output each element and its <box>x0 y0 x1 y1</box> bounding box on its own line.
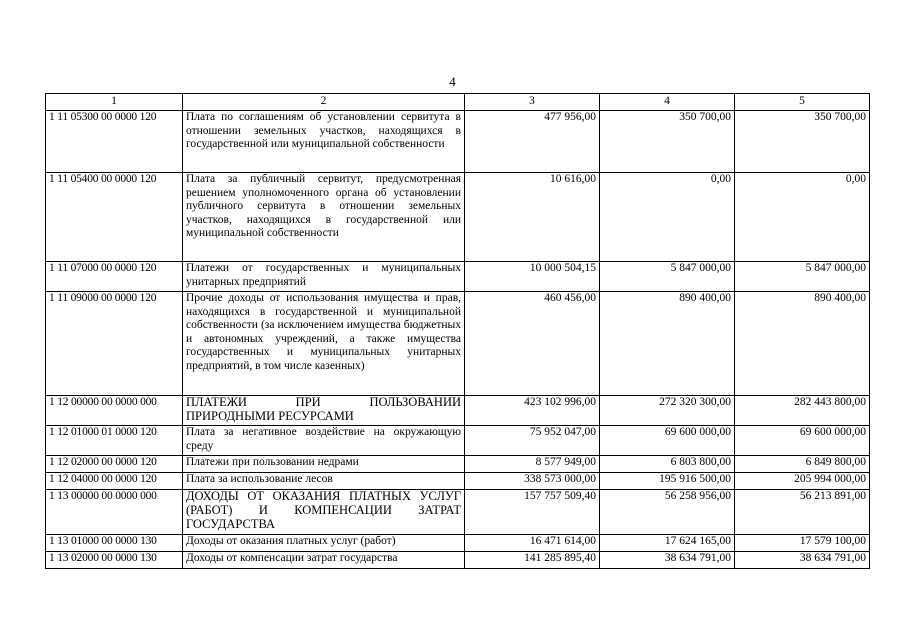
column-header-4: 4 <box>600 94 735 111</box>
row-name: ДОХОДЫ ОТ ОКАЗАНИЯ ПЛАТНЫХ УСЛУГ (РАБОТ) И КОМПЕНСАЦИИ ЗАТРАТ ГОСУДАРСТВА <box>183 490 465 535</box>
row-name: Плата по соглашениям об установлении сервитута в отношении земельных участков, находящихся в государственной или муниципальной собственности <box>183 111 465 173</box>
row-name: Платежи при пользовании недрами <box>183 456 465 473</box>
row-code: 1 11 07000 00 0000 120 <box>46 262 183 292</box>
row-value-col4: 0,00 <box>600 173 735 262</box>
row-value-col4: 272 320 300,00 <box>600 396 735 426</box>
row-value-col4: 56 258 956,00 <box>600 490 735 535</box>
row-code: 1 13 02000 00 0000 130 <box>46 552 183 569</box>
row-value-col3: 157 757 509,40 <box>465 490 600 535</box>
row-value-col3: 75 952 047,00 <box>465 426 600 456</box>
row-value-col3: 10 000 504,15 <box>465 262 600 292</box>
row-value-col4: 17 624 165,00 <box>600 535 735 552</box>
row-value-col4: 38 634 791,00 <box>600 552 735 569</box>
row-value-col5: 350 700,00 <box>735 111 870 173</box>
table-row <box>46 552 870 569</box>
table-row <box>46 292 870 396</box>
row-code: 1 11 05400 00 0000 120 <box>46 173 183 262</box>
row-value-col5: 205 994 000,00 <box>735 473 870 490</box>
row-value-col4: 69 600 000,00 <box>600 426 735 456</box>
row-code: 1 12 04000 00 0000 120 <box>46 473 183 490</box>
row-value-col3: 338 573 000,00 <box>465 473 600 490</box>
page-number: 4 <box>449 74 456 89</box>
row-value-col4: 195 916 500,00 <box>600 473 735 490</box>
column-header-5: 5 <box>735 94 870 111</box>
column-header-1: 1 <box>46 94 183 111</box>
column-header-2: 2 <box>183 94 465 111</box>
row-value-col5: 6 849 800,00 <box>735 456 870 473</box>
row-code: 1 13 00000 00 0000 000 <box>46 490 183 535</box>
row-code: 1 12 00000 00 0000 000 <box>46 396 183 426</box>
row-value-col3: 423 102 996,00 <box>465 396 600 426</box>
table-row <box>46 490 870 535</box>
column-header-3: 3 <box>465 94 600 111</box>
row-value-col4: 890 400,00 <box>600 292 735 396</box>
row-value-col5: 17 579 100,00 <box>735 535 870 552</box>
row-name: Плата за негативное воздействие на окружающую среду <box>183 426 465 456</box>
row-value-col5: 282 443 800,00 <box>735 396 870 426</box>
row-value-col5: 0,00 <box>735 173 870 262</box>
row-value-col3: 8 577 949,00 <box>465 456 600 473</box>
row-value-col5: 5 847 000,00 <box>735 262 870 292</box>
table-row <box>46 535 870 552</box>
row-value-col3: 10 616,00 <box>465 173 600 262</box>
table-row <box>46 456 870 473</box>
row-value-col5: 56 213 891,00 <box>735 490 870 535</box>
row-code: 1 12 01000 01 0000 120 <box>46 426 183 456</box>
row-value-col5: 38 634 791,00 <box>735 552 870 569</box>
row-name: Плата за публичный сервитут, предусмотренная решением уполномоченного органа об установлении публичного сервитута в отношении земельных участков, находящихся в государственной или муниципальной собственности <box>183 173 465 262</box>
row-value-col3: 477 956,00 <box>465 111 600 173</box>
row-name: Прочие доходы от использования имущества и прав, находящихся в государственной и муниципальной собственности (за исключением имущества бюджетных и автономных учреждений, а также имущества государственных и муниципальных унитарных предприятий, в том числе казенных) <box>183 292 465 396</box>
table-row <box>46 473 870 490</box>
row-value-col4: 6 803 800,00 <box>600 456 735 473</box>
row-code: 1 11 09000 00 0000 120 <box>46 292 183 396</box>
table-row <box>46 111 870 173</box>
table-row <box>46 262 870 292</box>
row-name: Плата за использование лесов <box>183 473 465 490</box>
row-value-col4: 5 847 000,00 <box>600 262 735 292</box>
table-row <box>46 173 870 262</box>
row-name: Платежи от государственных и муниципальных унитарных предприятий <box>183 262 465 292</box>
row-value-col3: 16 471 614,00 <box>465 535 600 552</box>
row-value-col4: 350 700,00 <box>600 111 735 173</box>
row-code: 1 13 01000 00 0000 130 <box>46 535 183 552</box>
table-row <box>46 396 870 426</box>
row-value-col5: 69 600 000,00 <box>735 426 870 456</box>
row-value-col3: 141 285 895,40 <box>465 552 600 569</box>
row-name: ПЛАТЕЖИ ПРИ ПОЛЬЗОВАНИИ ПРИРОДНЫМИ РЕСУРСАМИ <box>183 396 465 426</box>
table-header-row <box>46 94 870 111</box>
row-name: Доходы от оказания платных услуг (работ) <box>183 535 465 552</box>
row-code: 1 12 02000 00 0000 120 <box>46 456 183 473</box>
row-value-col3: 460 456,00 <box>465 292 600 396</box>
row-code: 1 11 05300 00 0000 120 <box>46 111 183 173</box>
row-value-col5: 890 400,00 <box>735 292 870 396</box>
row-name: Доходы от компенсации затрат государства <box>183 552 465 569</box>
table-row <box>46 426 870 456</box>
revenue-table <box>45 93 870 569</box>
